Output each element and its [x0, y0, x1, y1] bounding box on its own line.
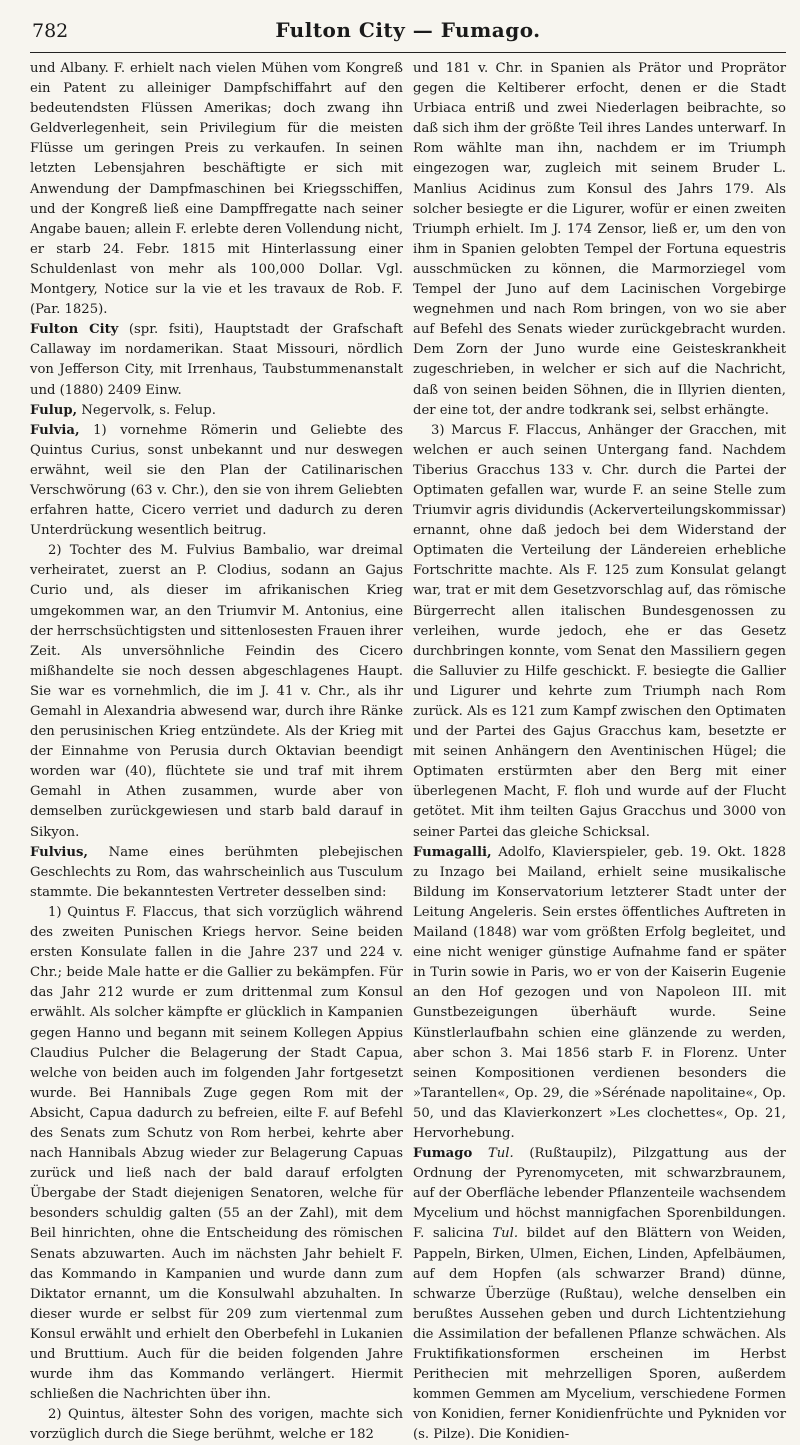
entry-fulvia	[30, 421, 403, 542]
entry-text: Negervolk, s. Felup.	[77, 402, 216, 418]
running-title: Fulton City — Fumago.	[275, 18, 541, 42]
text-columns	[30, 59, 786, 1445]
entry-text: Name eines berühmten plebejischen Geschlechts zu Rom, das wahrscheinlich aus Tusculum stammte. Die bekanntesten Vertreter desselben sind:	[30, 844, 403, 900]
lemma-fumago: Fumago	[413, 1146, 473, 1162]
paragraph-fulvius-3: 3) Marcus F. Flaccus, Anhänger der Gracchen, mit welchen er auch seinen Untergang fand. Nachdem Tiberius Gracchus 133 v. Chr. durch die Partei der Optimaten gefallen war, wurde F. an seine Stelle zum Triumvir agris dividundis (Ackerverteilungskommissar) ernannt, ohne daß jedoch bei dem Widerstand der Optimaten die Verteilung der Ländereien erhebliche Fortschritte machte. Als F. 125 zum Konsulat gelangt war, trat er mit dem Gesetzvorschlag auf, das römische Bürgerrecht allen italischen Bundesgenossen zu verleihen, wurde jedoch, ehe er das Gesetz durchbringen konnte, vom Senat den Massiliern gegen die Salluvier zu Hilfe geschickt. F. besiegte die Gallier und Ligurer und kehrte zum Triumph nach Rom zurück. Als es 121 zum Kampf zwischen den Optimaten und der Partei des Gajus Gracchus kam, besetzte er mit seinen Anhängern den Aventinischen Hügel; die Optimaten erstürmten aber den Berg mit einer überlegenen Macht, F. floh und wurde auf der Flucht getötet. Mit ihm teilten Gajus Gracchus und 3000 von seiner Partei das gleiche Schicksal.	[413, 422, 786, 840]
paragraph-fulvius-1: 1) Quintus F. Flaccus, that sich vorzüglich während des zweiten Punischen Kriegs hervor. Seine beiden ersten Konsulate fallen in die Jahre 237 und 224 v. Chr.; beide Male hatte er die Gallier zu bekämpfen. Für das Jahr 212 wurde er zum drittenmal zum Konsul erwählt. Als solcher kämpfte er glücklich in Kampanien gegen Hanno und begann mit seinem Kollegen Appius Claudius Pulcher die Belagerung der Stadt Capua, welche von beiden auch im folgenden Jahr fortgesetzt wurde. Bei Hannibals Zuge gegen Rom mit der Absicht, Capua dadurch zu befreien, eilte F. auf Befehl des Senats zum Schutz von Rom herbei, kehrte aber nach Hannibals Abzug wieder zur Belagerung Capuas zurück und ließ nach der bald darauf erfolgten Übergabe der Stadt diejenigen Senatoren, welche für besonders schuldig galten (55 an der Zahl), mit dem Beil hinrichten, ohne die Entscheidung des römischen Senats abzuwarten. Auch im nächsten Jahr behielt F. das Kommando in Kampanien und wurde dann zum Diktator ernannt, um die Konsulwahl abzuhalten. In dieser wurde er selbst für 209 zum viertenmal zum Konsul erwählt und erhielt den Oberbefehl in Lukanien und Bruttium. Auch für die beiden folgenden Jahre wurde ihm das Kommando verlängert. Hiermit schließen die Nachrichten über ihn.	[30, 904, 403, 1403]
author-abbreviation: Tul.	[492, 1226, 519, 1242]
lemma-fulton-city: Fulton City	[30, 322, 119, 338]
entry-fulvius	[30, 843, 403, 903]
left-column	[30, 59, 403, 1445]
entry-fulton-city	[30, 320, 403, 400]
page-header	[30, 10, 786, 53]
lemma-fulvia: Fulvia,	[30, 422, 80, 438]
paragraph-fulvia-2: 2) Tochter des M. Fulvius Bambalio, war dreimal verheiratet, zuerst an P. Clodius, sodann an Gajus Curio und, als dieser im afrikanischen Krieg umgekommen war, an den Triumvir M. Antonius, eine der herrschsüchtigsten und sittenlosesten Frauen ihrer Zeit. Als unversöhnliche Feindin des Cicero mißhandelte sie noch dessen abgeschlagenes Haupt. Sie war es vornehmlich, die im J. 41 v. Chr., als ihr Gemahl in Alexandria abwesend war, durch ihre Ränke den perusinischen Krieg entzündete. Als der Krieg mit der Einnahme von Perusia durch Oktavian beendigt worden war (40), flüchtete sie und traf mit ihrem Gemahl in Athen zusammen, wurde aber von demselben zurückgewiesen und starb bald darauf in Sikyon.	[30, 543, 403, 840]
entry-text: (spr. fsiti), Hauptstadt der Grafschaft Callaway im nordamerikan. Staat Missouri, nördlich von Jefferson City, mit Irrenhaus, Taubstummenanstalt und (1880) 2409 Einw.	[30, 322, 403, 398]
paragraph-fulvius-2: 2) Quintus, ältester Sohn des vorigen, machte sich vorzüglich durch die Siege berühmt, welche er 182	[30, 1407, 403, 1443]
lemma-fulvius: Fulvius,	[30, 844, 89, 860]
author-abbreviation: Tul.	[472, 1146, 514, 1162]
lemma-fulup: Fulup,	[30, 402, 78, 418]
entry-text: (Rußtaupilz), Pilzgattung aus der Ordnung der Pyrenomyceten, mit schwarzbraunem, auf der Oberfläche lebender Pflanzenteile wachsendem Mycelium und höchst mannigfachen Sporenbildungen. F. salicina	[413, 1146, 786, 1242]
right-column	[413, 59, 786, 1445]
entry-text: Adolfo, Klavierspieler, geb. 19. Okt. 1828 zu Inzago bei Mailand, erhielt seine musikalische Bildung im Konservatorium letzterer Stadt unter der Leitung Angeleris. Sein erstes öffentliches Auftreten in Mailand (1848) war vom größten Erfolg begleitet, und eine nicht weniger günstige Aufnahme fand er später in Turin sowie in Paris, wo er von der Kaiserin Eugenie an den Hof gezogen und von Napoleon III. mit Gunstbezeigungen überhäuft wurde. Seine Künstlerlaufbahn schien eine glänzende zu werden, aber schon 3. Mai 1856 starb F. in Florenz. Unter seinen Kompositionen verdienen besonders die »Tarantellen«, Op. 29, die »Sérénade napolitaine«, Op. 50, und das Klavierkonzert »Les clochettes«, Op. 21, Hervorhebung.	[413, 844, 786, 1141]
entry-text: bildet auf den Blättern von Weiden, Pappeln, Birken, Ulmen, Eichen, Linden, Apfelbäumen, auf dem Hopfen (als schwarzer Brand) dünne, schwarze Überzüge (Rußtau), welche denselben ein berußtes Aussehen geben und durch Lichtentziehung die Assimilation der befallenen Pflanze schwächen. Als Fruktifikationsformen erscheinen im Herbst Perithecien mit mehrzelligen Sporen, außerdem kommen Gemmen am Mycelium, verschiedene Formen von Konidien, ferner Konidienfrüchte und Pykniden vor (s. Pilze). Die Konidien-	[413, 1226, 786, 1443]
page-number: 782	[32, 20, 69, 42]
lemma-fumagalli: Fumagalli,	[413, 844, 492, 860]
entry-text: 1) vornehme Römerin und Geliebte des Quintus Curius, sonst unbekannt und nur deswegen erwähnt, weil sie den Plan der Catilinarischen Verschwörung (63 v. Chr.), den sie von ihrem Geliebten erfahren hatte, Cicero verriet und dadurch zu deren Unterdrückung wesentlich beitrug.	[30, 422, 403, 539]
paragraph-fulvius-2-continued: und 181 v. Chr. in Spanien als Prätor und Proprätor gegen die Keltiberer erfocht, denen er die Stadt Urbiaca entriß und zwei Niederlagen beibrachte, so daß sich ihm der größte Teil ihres Landes unterwarf. In Rom wählte man ihn, nachdem er im Triumph eingezogen war, zugleich mit seinem Bruder L. Manlius Acidinus zum Konsul des Jahrs 179. Als solcher besiegte er die Ligurer, wofür er einen zweiten Triumph erhielt. Im J. 174 Zensor, ließ er, um den von ihm in Spanien gelobten Tempel der Fortuna equestris ausschmücken zu können, die Marmorziegel vom Tempel der Juno auf dem Lacinischen Vorgebirge wegnehmen und nach Rom bringen, von wo sie aber auf Befehl des Senats wieder zurückgebracht wurden. Dem Zorn der Juno wurde eine Geisteskrankheit zugeschrieben, in welcher er sich auf die Nachricht, daß von seinen beiden Söhnen, die in Illyrien dienten, der eine tot, der andre todkrank sei, selbst erhängte.	[413, 61, 786, 418]
paragraph-fulton-continued: und Albany. F. erhielt nach vielen Mühen vom Kongreß ein Patent zu alleiniger Dampfschiffahrt auf den bedeutendsten Flüssen Amerikas; doch zwang ihn Geldverlegenheit, sein Privilegium für die meisten Flüsse um geringen Preis zu verkaufen. In seinen letzten Lebensjahren beschäftigte er sich mit Anwendung der Dampfmaschinen bei Kriegsschiffen, und der Kongreß ließ eine Dampffregatte nach seiner Angabe bauen; allein F. erlebte deren Vollendung nicht, er starb 24. Febr. 1815 mit Hinterlassung einer Schuldenlast von mehr als 100,000 Dollar. Vgl. Montgery, Notice sur la vie et les travaux de Rob. F. (Par. 1825).	[30, 61, 404, 318]
entry-fumagalli	[413, 843, 786, 1144]
entry-fumago	[413, 1144, 786, 1445]
entry-fulup	[30, 401, 403, 421]
